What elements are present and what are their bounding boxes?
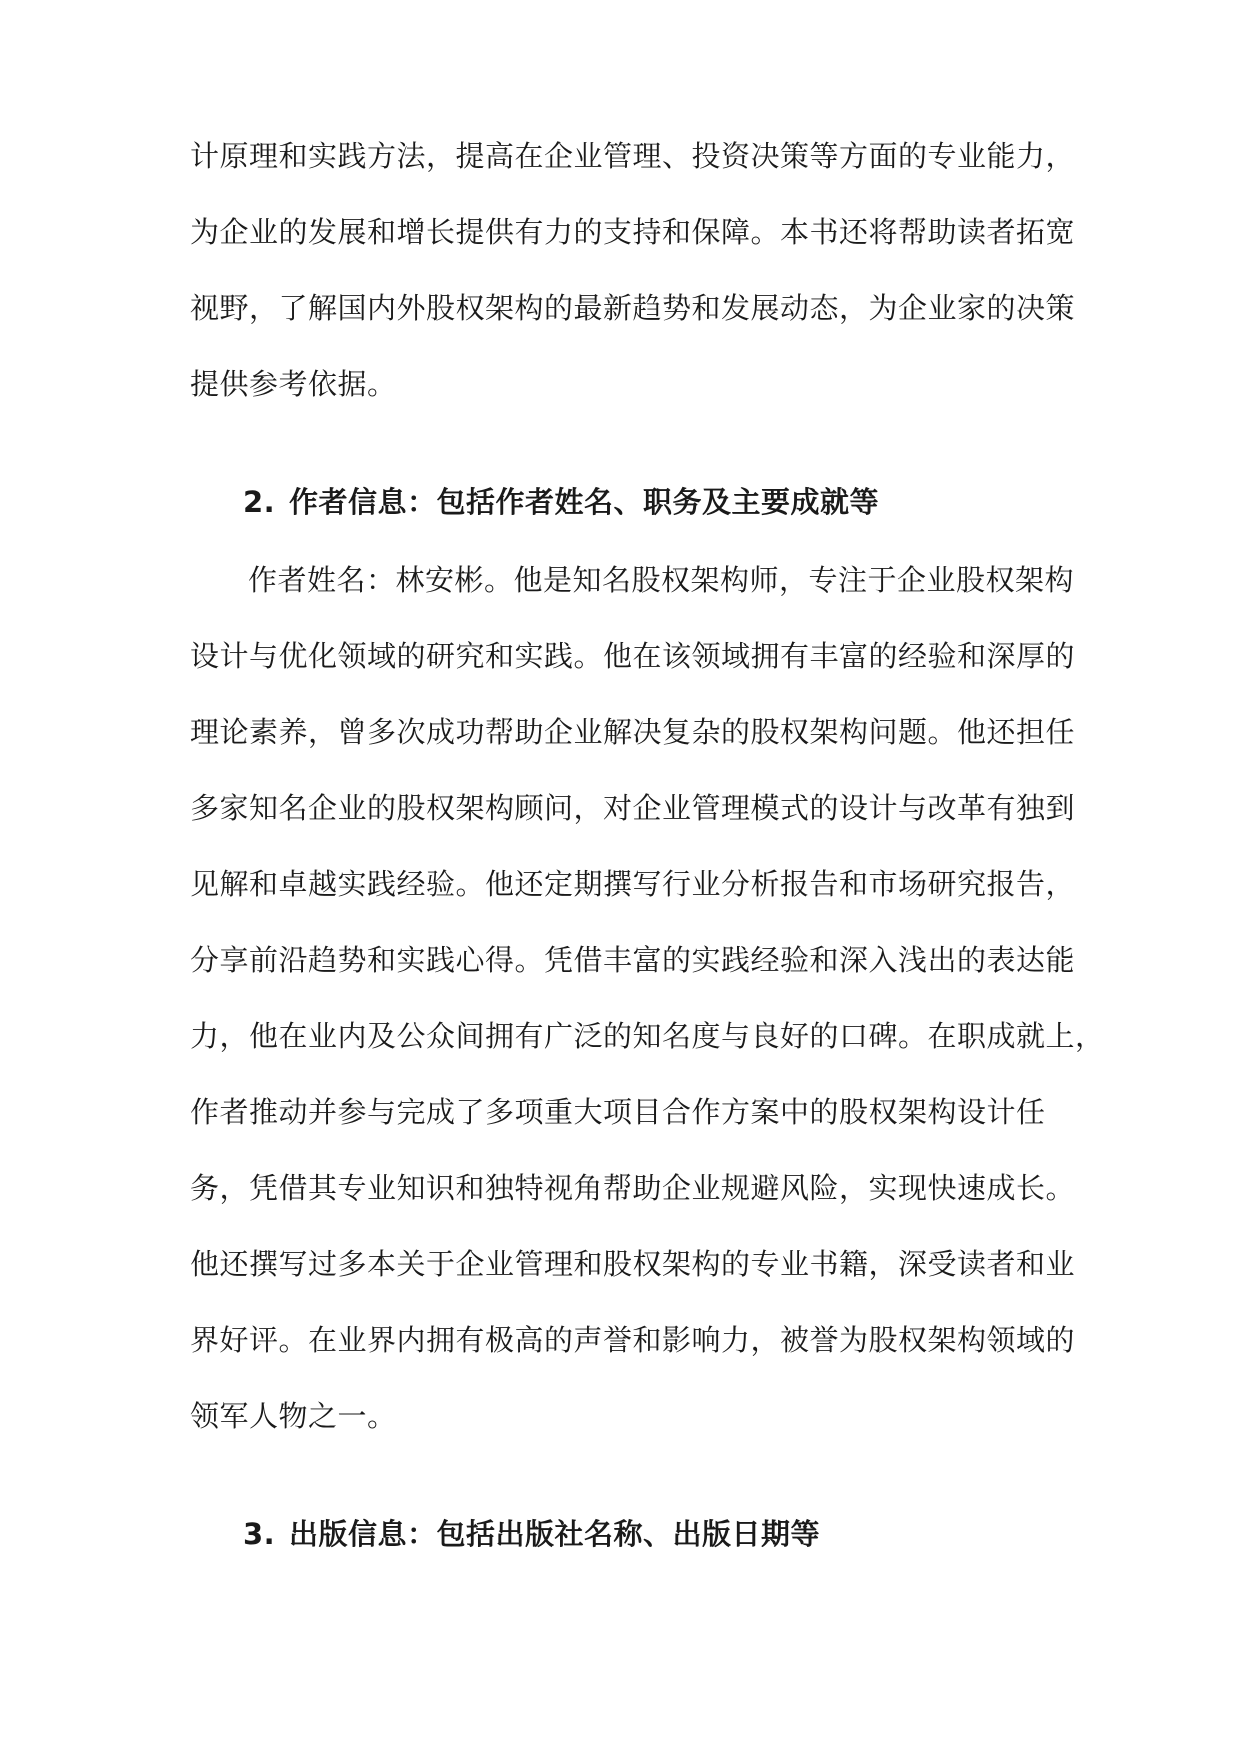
paragraph-line: 领军人物之一。: [190, 1399, 397, 1433]
paragraph-line: 理论素养，曾多次成功帮助企业解决复杂的股权架构问题。他还担任: [190, 715, 1076, 749]
paragraph-line: 见解和卓越实践经验。他还定期撰写行业分析报告和市场研究报告，: [190, 867, 1076, 901]
paragraph-line: 为企业的发展和增长提供有力的支持和保障。本书还将帮助读者拓宽: [190, 215, 1076, 249]
paragraph-line: 多家知名企业的股权架构顾问，对企业管理模式的设计与改革有独到: [190, 791, 1076, 825]
section-heading-author: [243, 482, 1043, 522]
section-heading-publication: [243, 1514, 1043, 1554]
section-title: 作者信息：包括作者姓名、职务及主要成就等: [289, 485, 880, 519]
paragraph-line: 他还撰写过多本关于企业管理和股权架构的专业书籍，深受读者和业: [190, 1247, 1076, 1281]
section-number: 2.: [243, 485, 276, 519]
paragraph-line: 提供参考依据。: [190, 367, 397, 401]
paragraph-line: 作者姓名：林安彬。他是知名股权架构师，专注于企业股权架构: [248, 563, 1075, 597]
section-number: 3.: [243, 1517, 276, 1551]
paragraph-line: 视野，了解国内外股权架构的最新趋势和发展动态，为企业家的决策: [190, 291, 1076, 325]
paragraph-line: 计原理和实践方法，提高在企业管理、投资决策等方面的专业能力，: [190, 139, 1076, 173]
section-title: 出版信息：包括出版社名称、出版日期等: [289, 1517, 821, 1551]
paragraph-line: 务，凭借其专业知识和独特视角帮助企业规避风险，实现快速成长。: [190, 1171, 1076, 1205]
paragraph-line: 界好评。在业界内拥有极高的声誉和影响力，被誉为股权架构领域的: [190, 1323, 1076, 1357]
paragraph-line: 作者推动并参与完成了多项重大项目合作方案中的股权架构设计任: [190, 1095, 1046, 1129]
paragraph-line: 力，他在业内及公众间拥有广泛的知名度与良好的口碑。在职成就上，: [190, 1019, 1105, 1053]
paragraph-line: 设计与优化领域的研究和实践。他在该领域拥有丰富的经验和深厚的: [190, 639, 1076, 673]
paragraph-line: 分享前沿趋势和实践心得。凭借丰富的实践经验和深入浅出的表达能: [190, 943, 1076, 977]
